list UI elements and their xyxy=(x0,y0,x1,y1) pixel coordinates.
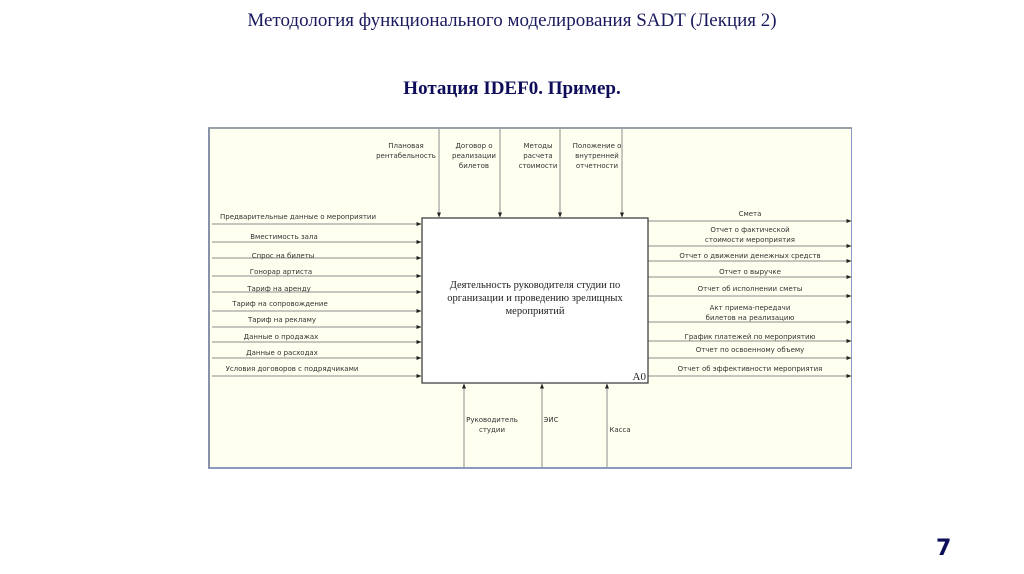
output-arrow[interactable] xyxy=(648,365,851,376)
mechanism-arrow[interactable] xyxy=(542,384,559,467)
control-label: отчетности xyxy=(575,162,619,170)
page-number: 7 xyxy=(936,536,952,561)
output-arrow[interactable] xyxy=(648,333,851,341)
activity-box-id: A0 xyxy=(632,371,646,383)
input-label: Данные о расходах xyxy=(246,349,318,357)
input-arrow[interactable] xyxy=(212,213,421,224)
slide-title: Методология функционального моделирования SADT (Лекция 2) xyxy=(247,10,777,31)
activity-box-line-1: Деятельность руководителя студии по xyxy=(449,280,621,291)
output-arrow[interactable] xyxy=(648,304,851,322)
input-arrow[interactable] xyxy=(212,233,421,242)
input-arrow[interactable] xyxy=(212,252,421,260)
output-label: Отчет о движении денежных средств xyxy=(679,252,821,260)
output-label: Отчет о выручке xyxy=(719,268,781,276)
input-label: Тариф на рекламу xyxy=(247,316,317,324)
output-label: Смета xyxy=(738,210,762,218)
output-label: Отчет об исполнении сметы xyxy=(697,285,803,293)
activity-box-line-2: организации и проведению зрелищных xyxy=(447,293,623,304)
mechanism-label: Касса xyxy=(609,426,631,434)
control-arrow[interactable] xyxy=(519,129,560,217)
input-arrow[interactable] xyxy=(212,333,421,342)
mechanism-label: студии xyxy=(478,426,506,434)
output-label: График платежей по мероприятию xyxy=(684,333,816,341)
inputs-layer xyxy=(212,213,421,376)
slide-subtitle: Нотация IDEF0. Пример. xyxy=(403,78,621,99)
output-arrow[interactable] xyxy=(648,268,851,277)
control-label: Положение о xyxy=(572,142,622,150)
output-arrow[interactable] xyxy=(648,210,851,221)
control-label: внутренней xyxy=(575,152,619,160)
output-label: Отчет о фактической xyxy=(710,226,790,234)
mechanism-arrow[interactable] xyxy=(607,384,631,467)
mechanism-label: ЭИС xyxy=(543,416,559,424)
outputs-layer xyxy=(648,210,851,376)
input-arrow[interactable] xyxy=(212,300,421,311)
activity-box[interactable] xyxy=(422,218,648,383)
control-label: Плановая xyxy=(388,142,424,150)
control-arrow[interactable] xyxy=(573,129,622,217)
control-label: Договор о xyxy=(455,142,493,150)
output-label: Отчет об эффективности мероприятия xyxy=(677,365,823,373)
control-label: рентабельность xyxy=(376,152,436,160)
output-arrow[interactable] xyxy=(648,252,851,261)
mechanism-arrow[interactable] xyxy=(464,384,518,467)
input-label: Гонорар артиста xyxy=(249,268,313,276)
control-label: билетов xyxy=(458,162,490,170)
control-arrow[interactable] xyxy=(452,129,500,217)
control-label: расчета xyxy=(523,152,553,160)
input-label: Тариф на сопровождение xyxy=(232,300,328,308)
controls-layer xyxy=(376,129,622,217)
output-label: Акт приема-передачи xyxy=(709,304,791,312)
control-label: Методы xyxy=(523,142,553,150)
input-label: Тариф на аренду xyxy=(247,285,311,293)
mechanism-label: Руководитель xyxy=(466,416,518,424)
output-arrow[interactable] xyxy=(648,346,851,358)
output-arrow[interactable] xyxy=(648,285,851,296)
control-arrow[interactable] xyxy=(376,129,439,217)
input-label: Условия договоров с подрядчиками xyxy=(225,365,359,373)
output-label: Отчет по освоенному объему xyxy=(695,346,805,354)
mechanisms-layer xyxy=(464,384,631,467)
control-label: реализации xyxy=(452,152,496,160)
input-label: Предварительные данные о мероприятии xyxy=(220,213,376,221)
input-arrow[interactable] xyxy=(212,349,421,358)
input-arrow[interactable] xyxy=(212,365,421,376)
input-label: Вместимость зала xyxy=(250,233,318,241)
control-label: стоимости xyxy=(518,162,558,170)
output-label: билетов на реализацию xyxy=(705,314,795,322)
input-arrow[interactable] xyxy=(212,316,421,327)
input-label: Данные о продажах xyxy=(243,333,319,341)
input-arrow[interactable] xyxy=(212,268,421,276)
output-label: стоимости мероприятия xyxy=(705,236,795,244)
output-arrow[interactable] xyxy=(648,226,851,246)
input-arrow[interactable] xyxy=(212,285,421,293)
input-label: Спрос на билеты xyxy=(251,252,315,260)
activity-box-line-3: мероприятий xyxy=(505,306,565,317)
